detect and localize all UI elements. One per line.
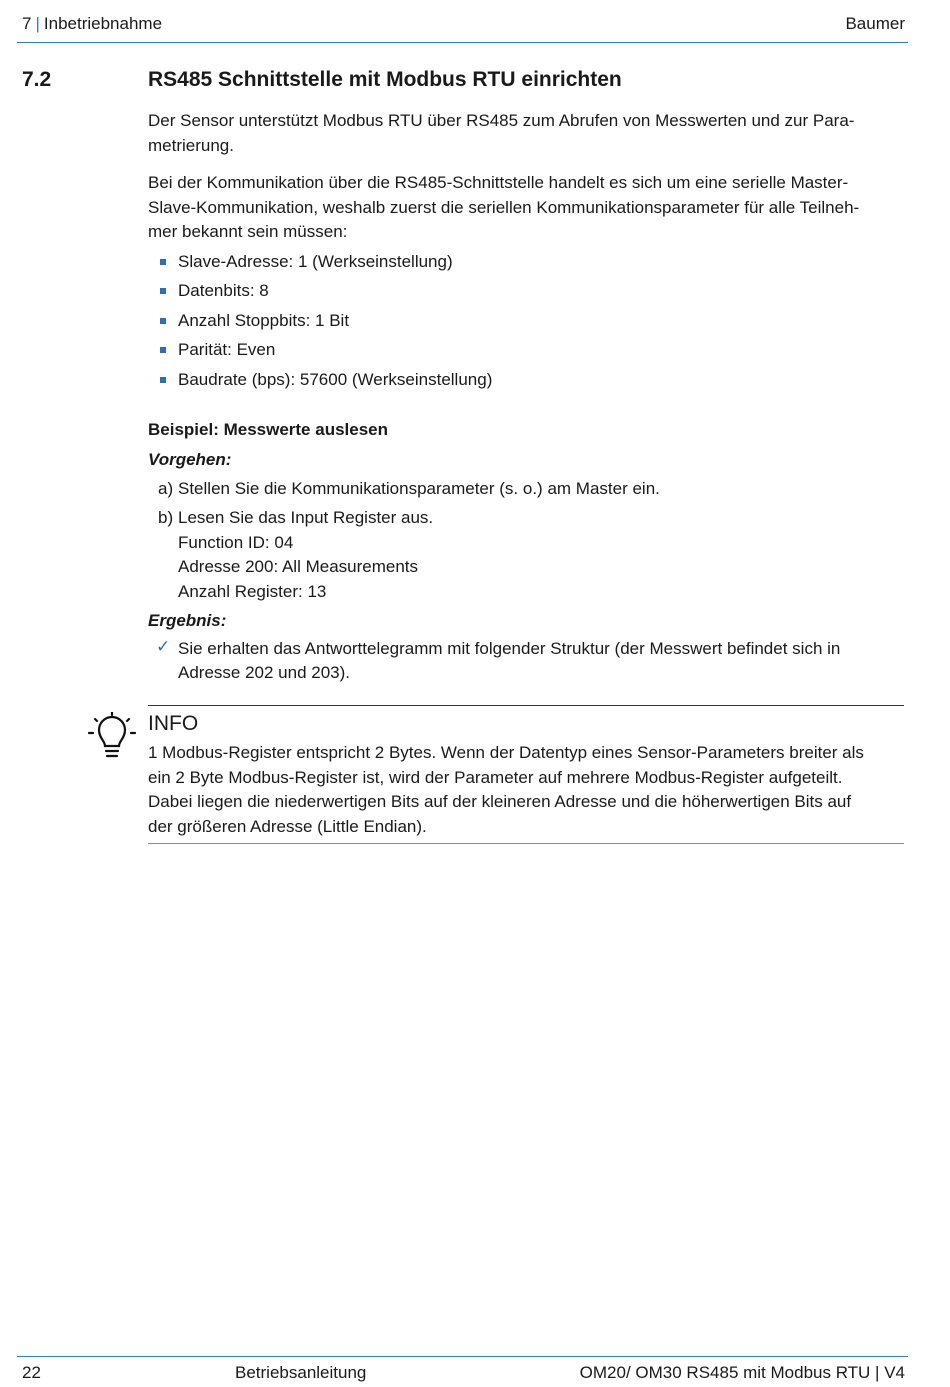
info-line: 1 Modbus-Register entspricht 2 Bytes. Wenn der Datentyp eines Sensor-Parameters breiter als <box>148 743 864 762</box>
paragraph-line: metrierung. <box>148 135 234 155</box>
info-line: der größeren Adresse (Little Endian). <box>148 816 427 836</box>
step-text: Stellen Sie die Kommunikationsparameter (s. o.) am Master ein. <box>178 479 660 498</box>
list-item-text: Datenbits: 8 <box>178 281 269 300</box>
info-divider-bottom <box>148 843 904 844</box>
step-text: Lesen Sie das Input Register aus. <box>178 508 434 527</box>
bullet-icon <box>160 377 166 383</box>
product-name: OM20/ OM30 RS485 mit Modbus RTU | V4 <box>579 1363 905 1382</box>
paragraph-line: Der Sensor unterstützt Modbus RTU über RS485 zum Abrufen von Messwerten und zur Para- <box>148 111 855 130</box>
result-text: Adresse 202 und 203). <box>178 663 351 682</box>
result-label: Ergebnis: <box>148 611 227 630</box>
list-item-text: Baudrate (bps): 57600 (Werkseinstellung) <box>178 370 493 389</box>
section-title: RS485 Schnittstelle mit Modbus RTU einrichten <box>148 68 622 91</box>
document-type: Betriebsanleitung <box>235 1363 367 1382</box>
paragraph-line: mer bekannt sein müssen: <box>148 222 348 241</box>
step-detail: Adresse 200: All Measurements <box>178 557 419 576</box>
header-chapter <box>22 14 162 34</box>
chapter-title: Inbetriebnahme <box>43 14 163 33</box>
chapter-number: 7 <box>22 14 32 33</box>
info-line: Dabei liegen die niederwertigen Bits auf der kleineren Adresse und die höherwertigen Bits auf <box>148 792 852 811</box>
info-text <box>148 741 900 839</box>
header-separator: | <box>35 14 40 33</box>
footer-divider <box>17 1356 908 1357</box>
example-heading: Beispiel: Messwerte auslesen <box>148 420 389 439</box>
procedure-label: Vorgehen: <box>148 450 232 469</box>
bullet-icon <box>160 259 166 265</box>
list-item-text: Parität: Even <box>178 340 276 359</box>
info-title: INFO <box>148 712 199 735</box>
info-line: ein 2 Byte Modbus-Register ist, wird der Parameter auf mehrere Modbus-Register aufgeteilt. <box>148 767 843 787</box>
result-text: Sie erhalten das Antworttelegramm mit folgender Struktur (der Messwert befindet sich in <box>178 639 841 658</box>
section-number: 7.2 <box>22 68 52 91</box>
paragraph-line: Slave-Kommunikation, weshalb zuerst die seriellen Kommunikationsparameter für alle Teilneh- <box>148 197 860 217</box>
intro-paragraph <box>148 109 900 158</box>
page-number: 22 <box>22 1363 41 1382</box>
bullet-icon <box>160 288 166 294</box>
bullet-icon <box>160 347 166 353</box>
brand-name: Baumer <box>845 14 905 33</box>
header-divider <box>17 42 908 43</box>
lightbulb-icon <box>86 712 138 769</box>
list-item-text: Anzahl Stoppbits: 1 Bit <box>178 311 350 330</box>
check-icon: ✓ <box>156 637 171 656</box>
communication-paragraph <box>148 171 900 245</box>
list-item-text: Slave-Adresse: 1 (Werkseinstellung) <box>178 252 453 271</box>
step-detail: Function ID: 04 <box>178 533 294 552</box>
bullet-icon <box>160 318 166 324</box>
step-detail: Anzahl Register: 13 <box>178 582 327 601</box>
step-letter: a) <box>158 479 174 498</box>
info-divider-top <box>148 705 904 706</box>
paragraph-line: Bei der Kommunikation über die RS485-Schnittstelle handelt es sich um eine serielle Master- <box>148 173 849 192</box>
step-letter: b) <box>158 508 174 527</box>
